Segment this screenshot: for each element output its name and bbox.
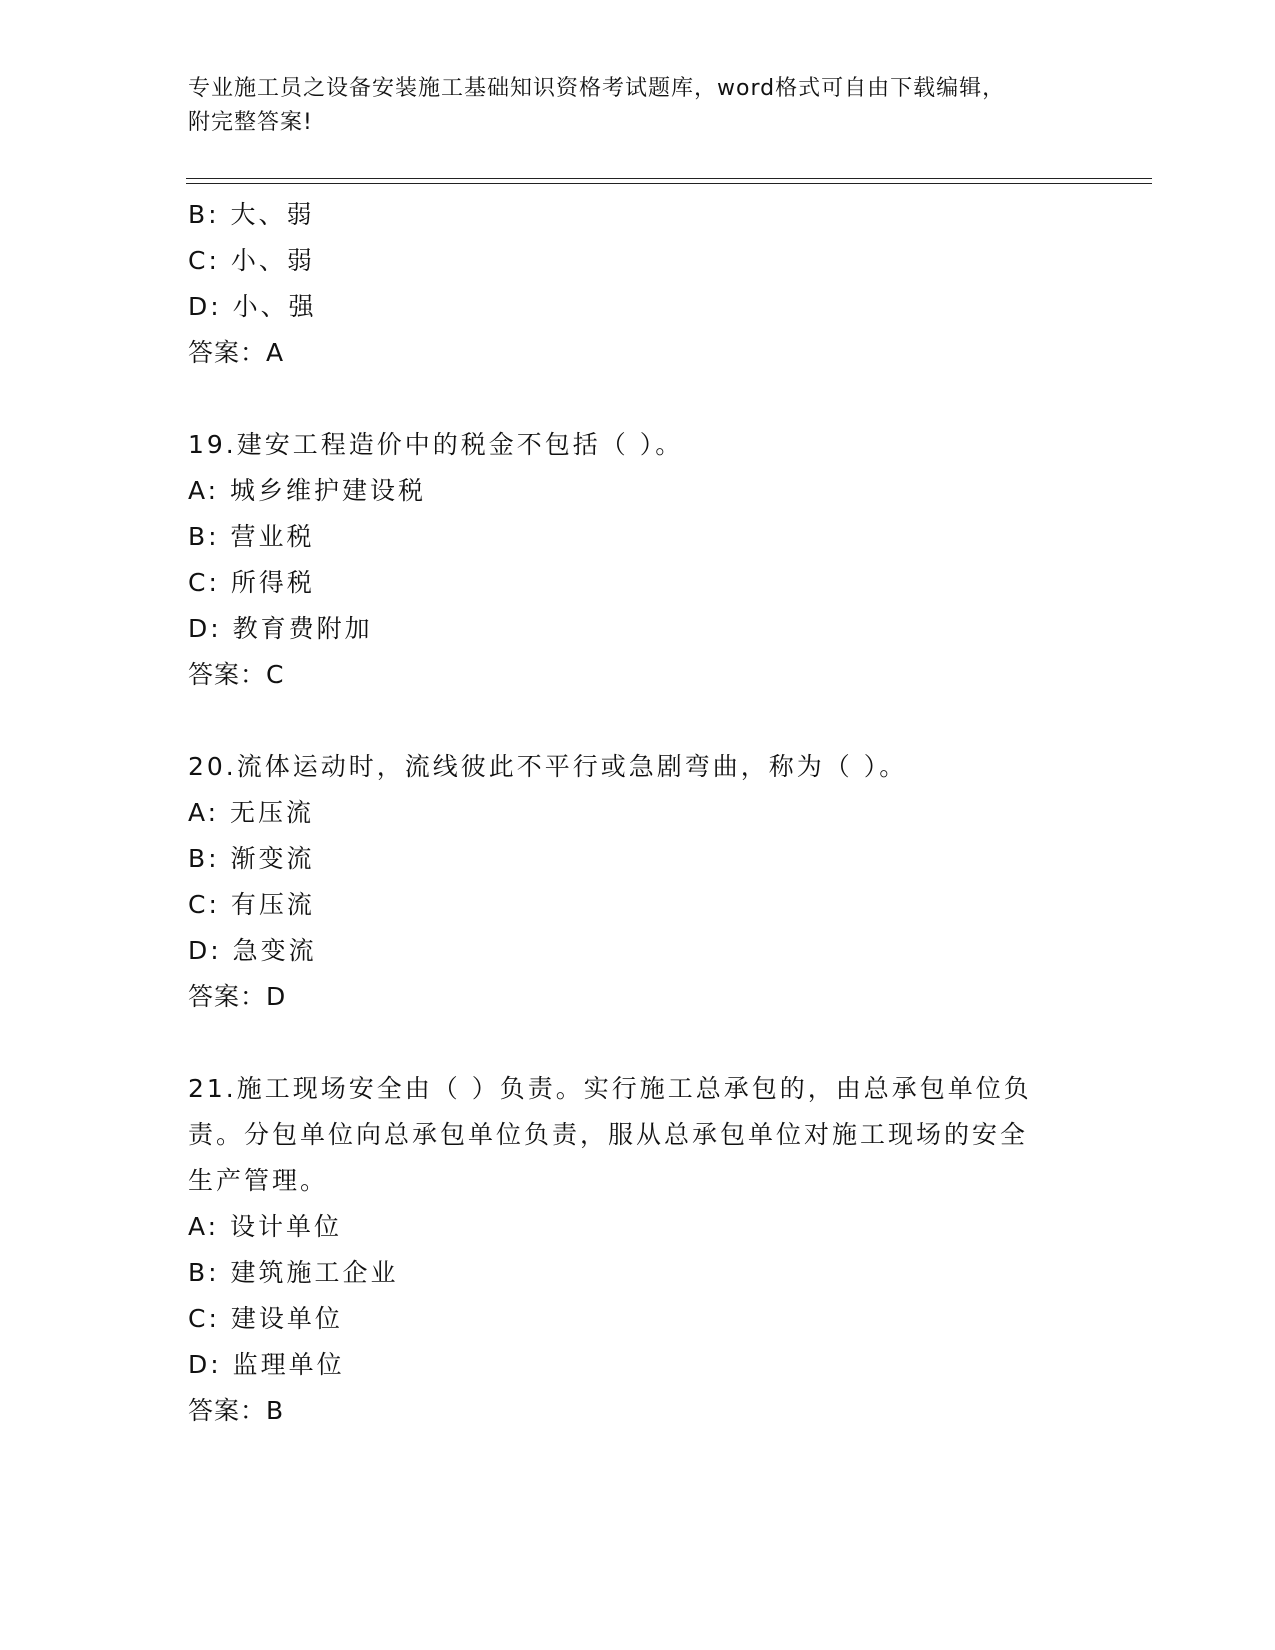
option-c: C: 建设单位 xyxy=(188,1304,343,1333)
spacer xyxy=(188,1020,1068,1066)
question-text-line-1: 21.施工现场安全由（ ）负责。实行施工总承包的，由总承包单位负 xyxy=(188,1074,1032,1103)
option-c: C: 有压流 xyxy=(188,890,315,919)
spacer xyxy=(188,376,1068,422)
option-a: A: 设计单位 xyxy=(188,1212,343,1241)
option-b: B: 营业税 xyxy=(188,522,315,551)
option-b: B: 大、弱 xyxy=(188,200,315,229)
header-divider-top xyxy=(186,178,1152,179)
option-d: D: 急变流 xyxy=(188,936,317,965)
option-d: D: 监理单位 xyxy=(188,1350,345,1379)
question-block-20 xyxy=(188,744,1068,1020)
option-b: B: 建筑施工企业 xyxy=(188,1258,399,1287)
header-line-1: 专业施工员之设备安装施工基础知识资格考试题库，word格式可自由下载编辑， xyxy=(188,76,1006,101)
option-a: A: 城乡维护建设税 xyxy=(188,476,427,505)
answer-line: 答案：B xyxy=(188,1396,285,1425)
header-divider-bottom xyxy=(186,183,1152,184)
option-c: C: 所得税 xyxy=(188,568,315,597)
question-text: 19.建安工程造价中的税金不包括（ ）。 xyxy=(188,430,684,459)
question-block-21 xyxy=(188,1066,1068,1434)
option-c: C: 小、弱 xyxy=(188,246,315,275)
question-text-line-3: 生产管理。 xyxy=(188,1166,329,1195)
question-list xyxy=(188,192,1068,1434)
option-d: D: 小、强 xyxy=(188,292,317,321)
answer-line: 答案：D xyxy=(188,982,287,1011)
option-d: D: 教育费附加 xyxy=(188,614,373,643)
option-a: A: 无压流 xyxy=(188,798,315,827)
page-header xyxy=(188,72,1088,140)
header-line-2: 附完整答案! xyxy=(188,110,313,135)
question-text: 20.流体运动时，流线彼此不平行或急剧弯曲，称为（ ）。 xyxy=(188,752,908,781)
spacer xyxy=(188,698,1068,744)
answer-line: 答案：A xyxy=(188,338,285,367)
question-block-19 xyxy=(188,422,1068,698)
question-text-line-2: 责。分包单位向总承包单位负责，服从总承包单位对施工现场的安全 xyxy=(188,1120,1029,1149)
answer-line: 答案：C xyxy=(188,660,285,689)
question-block-18 xyxy=(188,192,1068,376)
option-b: B: 渐变流 xyxy=(188,844,315,873)
